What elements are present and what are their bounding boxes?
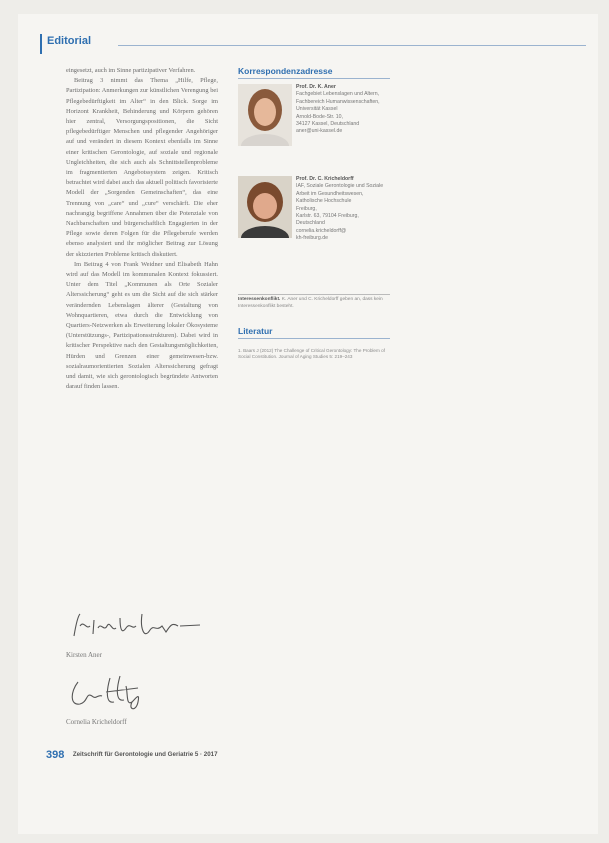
- contact-line: Universität Kassel: [296, 106, 338, 113]
- contact-line: Arnold-Bode-Str. 10,: [296, 113, 344, 120]
- header-accent-bar: [40, 34, 42, 54]
- body-paragraph: eingesetzt, auch im Sinne partizipativer Verfahren.: [66, 67, 196, 74]
- contact-line: Fachgebiet Lebenslagen und Altern, Fachbereich Humanwissenschaften,: [296, 91, 380, 105]
- body-text-column: [66, 66, 218, 393]
- signature-name-aner: Kirsten Aner: [66, 651, 102, 659]
- contact-email[interactable]: aner@uni-kassel.de: [296, 128, 343, 135]
- contact-line: Katholische Hochschule: [296, 198, 352, 205]
- correspondence-heading: Korrespondenzadresse: [238, 66, 390, 79]
- literature-heading: Literatur: [238, 326, 390, 339]
- literature-entry: 1. Baars J (2012) The Challenge of Critical Gerontology: The Problem of Social Constitution. Journal of Aging Studies 5: 219–243: [238, 348, 385, 360]
- conflict-label: Interessenkonflikt.: [238, 297, 281, 302]
- contact-text: [296, 84, 390, 136]
- contact-text: [296, 176, 390, 243]
- portrait-kricheldorff-image: [238, 176, 292, 238]
- journal-title: Zeitschrift für Gerontologie und Geriatrie 5 · 2017: [72, 751, 218, 759]
- page-number: 398: [46, 748, 65, 761]
- signature-aner-image: [66, 606, 216, 646]
- contact-card-kricheldorff: [238, 176, 390, 246]
- sidebar-column: [238, 66, 390, 360]
- body-paragraph: Beitrag 3 nimmt das Thema „Hilfe, Pflege, Partizipation: Anmerkungen zur künstlichen Verengung bei Pflegebedürftigkeit im Alter“ in den Blick. Sorge im Horizont Krankheit, Behinderung und Körpern gehören hier zentral, Versorgungspositionen, die Sicht pflegebedürftiger Menschen und pflegender Angehöriger auf und verändert in diesem Kontext ebenfalls im Sinne einer kritischen Gerontologie, auf soziale und regionale Ungleichheiten, die sich auch als Schnittstellenprobleme im fragmentierten Angebotssystem zeigen. Kritisch betrachtet wird dabei auch das aktuell politisch favorisierte Modell der „Sorgenden Gemeinschaften“, das eine Trennung von „care“ und „cure“ verschärft. Die eher nachrangig begriffene Annahmen über die Potenziale von Nachbarschaften und bürgerschaftlich Engagierten in der Pflege sowie deren Folgen für die Pflegeberufe werden ebenso analysiert und ihr möglicher Beitrag zur Lösung der skizzierten Probleme kritisch diskutiert.: [66, 77, 218, 258]
- contact-line: Karlstr. 63, 79104 Freiburg,: [296, 213, 359, 220]
- header-rule: [118, 45, 586, 46]
- body-paragraph: Im Beitrag 4 von Frank Weidner und Elisabeth Hahn wird auf das Modell im kommunalen Kontext fokussiert. Unter dem Titel „Kommunen als Orte Sozialer Alterssicherung“ geht es um die Sicht auf die sich stärker verändernden Lebenslagen älterer (Gestaltung von Wohnquartieren, etwa durch die Entwicklung von Quartiers-Netzwerken als Erweiterung lokaler Ökosysteme (Unterstützungs-, Partizipationsstrukturen). Dabei wird in kritischer Perspektive nach den Gestaltungsmöglichkeiten, Hürden und Grenzen einer gemeinwesen-bzw. sozialraumorientierten Sozialen Alterssicherung gefragt und damit, wie sich gerontologisch begründete Antworten darauf finden lassen.: [66, 260, 218, 391]
- signature-name-kricheldorff: Cornelia Kricheldorff: [66, 718, 127, 726]
- section-label: Editorial: [47, 35, 92, 47]
- contact-name: Prof. Dr. K. Aner: [296, 84, 336, 90]
- contact-name: Prof. Dr. C. Kricheldorff: [296, 176, 354, 182]
- portrait-aner-image: [238, 84, 292, 146]
- contact-line: Freiburg,: [296, 205, 317, 212]
- contact-email-cont[interactable]: kh-freiburg.de: [296, 235, 329, 242]
- signature-kricheldorff-image: [66, 672, 166, 714]
- contact-line: 34127 Kassel, Deutschland: [296, 121, 360, 128]
- contact-card-aner: [238, 84, 390, 154]
- contact-line: Deutschland: [296, 220, 325, 227]
- literature-section: [238, 326, 390, 339]
- page-footer: [46, 746, 218, 764]
- conflict-text: K. Aner und C. Kricheldorff geben an, dass kein Interessenkonflikt besteht.: [238, 297, 383, 309]
- contact-email[interactable]: cornelia.kricheldorff@: [296, 227, 347, 234]
- conflict-of-interest: [238, 294, 390, 311]
- contact-line: IAF, Soziale Gerontologie und Soziale Arbeit im Gesundheitswesen,: [296, 183, 384, 197]
